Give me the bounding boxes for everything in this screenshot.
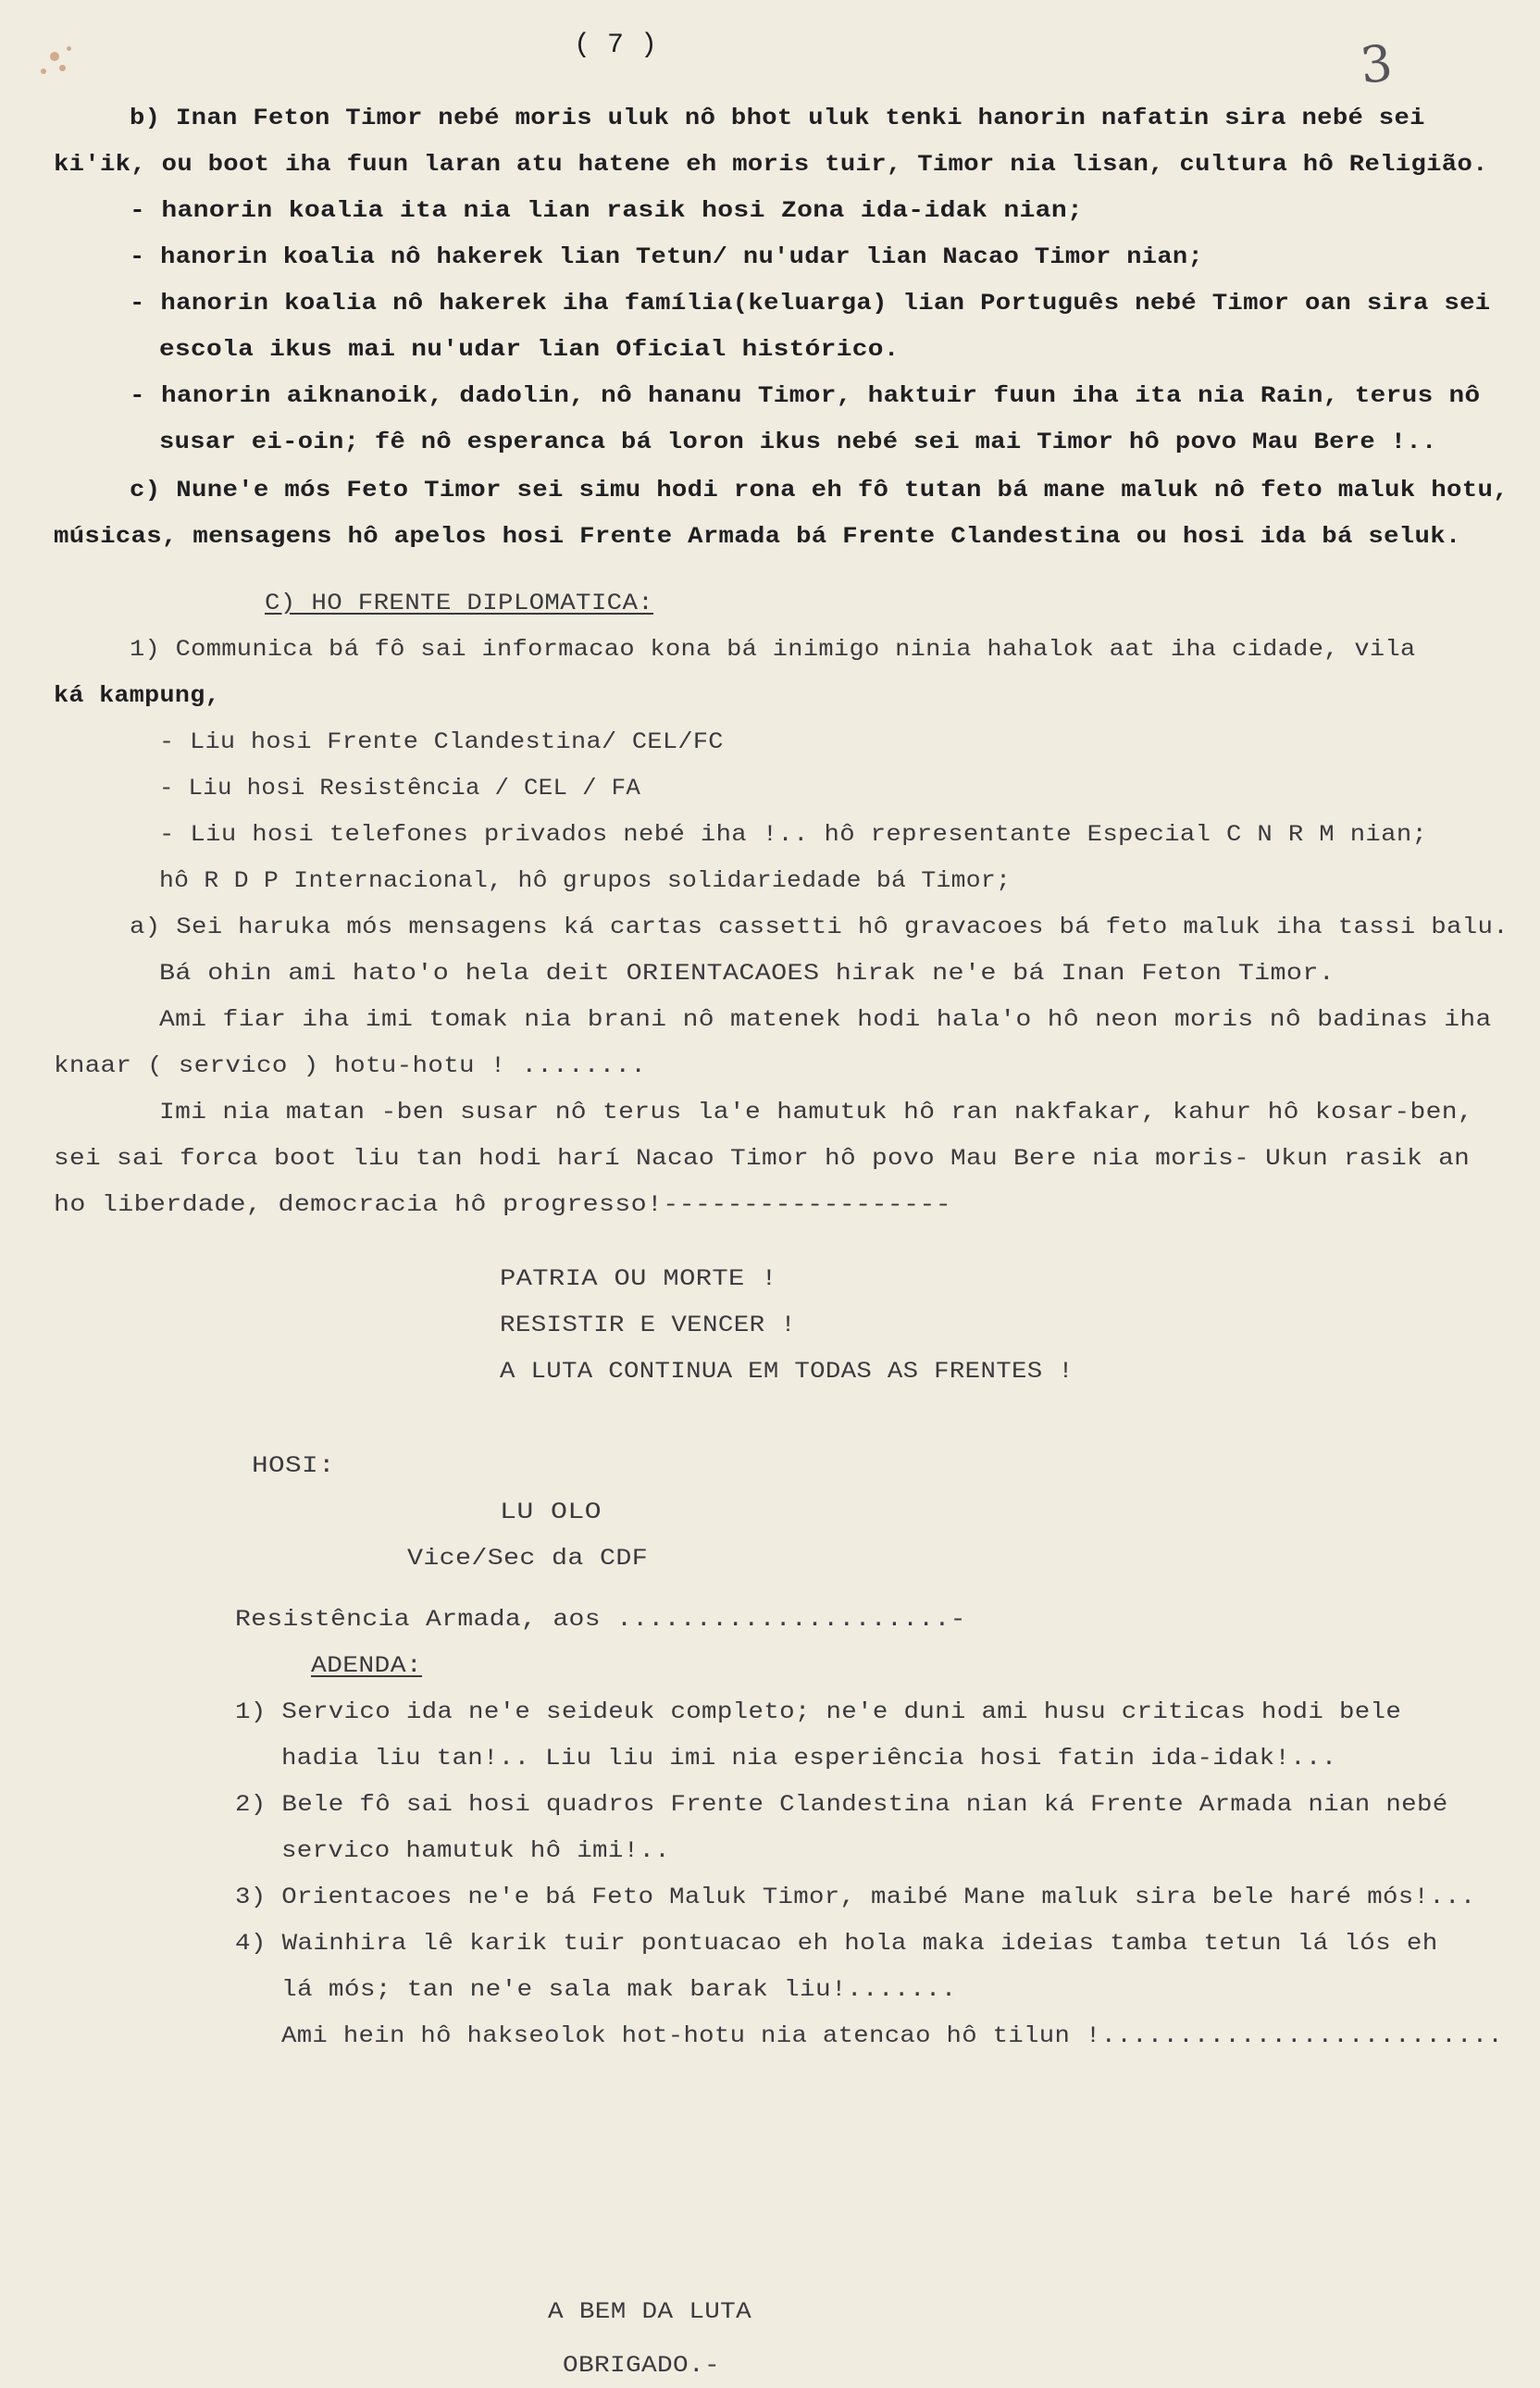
handwritten-page-mark: 3 bbox=[1357, 33, 1396, 95]
text-line: - hanorin koalia nô hakerek lian Tetun/ nu'udar lian Nacao Timor nian; bbox=[130, 243, 1204, 270]
text-line: 1) Communica bá fô sai informacao kona bá inimigo ninia hahalok aat iha cidade, vila bbox=[130, 636, 1416, 663]
text-line: - Liu hosi Resistência / CEL / FA bbox=[159, 775, 641, 802]
text-line: Ami fiar iha imi tomak nia brani nô matenek hodi hala'o hô neon moris nô badinas iha bbox=[159, 1006, 1492, 1033]
text-line: A LUTA CONTINUA EM TODAS AS FRENTES ! bbox=[500, 1358, 1074, 1385]
text-line: sei sai forca boot liu tan hodi harí Nacao Timor hô povo Mau Bere nia moris- Ukun rasik an bbox=[54, 1145, 1471, 1172]
text-line: 1) Servico ida ne'e seideuk completo; ne'e duni ami husu criticas hodi bele bbox=[235, 1698, 1402, 1725]
ink-stain bbox=[67, 46, 71, 51]
text-line: lá mós; tan ne'e sala mak barak liu!....... bbox=[281, 1976, 957, 2003]
text-line: hô R D P Internacional, hô grupos solidariedade bá Timor; bbox=[159, 867, 1012, 894]
text-line: Bá ohin ami hato'o hela deit ORIENTACAOES hirak ne'e bá Inan Feton Timor. bbox=[159, 960, 1335, 987]
text-line: servico hamutuk hô imi!.. bbox=[281, 1837, 671, 1864]
ink-stain bbox=[50, 52, 59, 61]
text-line: c) Nune'e mós Feto Timor sei simu hodi rona eh fô tutan bá mane maluk nô feto maluk hotu, bbox=[130, 477, 1509, 504]
text-line: knaar ( servico ) hotu-hotu ! ........ bbox=[54, 1052, 647, 1079]
text-line: ho liberdade, democracia hô progresso!------------------ bbox=[54, 1191, 952, 1218]
text-line: escola ikus mai nu'udar lian Oficial histórico. bbox=[159, 336, 900, 363]
page-number: ( 7 ) bbox=[574, 30, 658, 61]
text-line: músicas, mensagens hô apelos hosi Frente Armada bá Frente Clandestina ou hosi ida bá seluk. bbox=[54, 523, 1461, 550]
text-line: susar ei-oin; fê nô esperanca bá loron ikus nebé sei mai Timor hô povo Mau Bere !.. bbox=[159, 429, 1437, 455]
text-line: ADENDA: bbox=[311, 1652, 422, 1679]
text-line: OBRIGADO.- bbox=[563, 2352, 721, 2379]
text-line: - Liu hosi Frente Clandestina/ CEL/FC bbox=[159, 728, 724, 755]
text-line: Ami hein hô hakseolok hot-hotu nia atencao hô tilun !.......................... bbox=[281, 2022, 1504, 2049]
text-line: - hanorin koalia ita nia lian rasik hosi Zona ida-idak nian; bbox=[130, 197, 1084, 224]
text-line: 3) Orientacoes ne'e bá Feto Maluk Timor, maibé Mane maluk sira bele haré mós!... bbox=[235, 1884, 1476, 1910]
text-line: ká kampung, bbox=[54, 682, 220, 709]
text-line: A BEM DA LUTA bbox=[548, 2298, 752, 2325]
text-line: RESISTIR E VENCER ! bbox=[500, 1312, 797, 1338]
text-line: b) Inan Feton Timor nebé moris uluk nô bhot uluk tenki hanorin nafatin sira nebé sei bbox=[130, 105, 1425, 131]
ink-stain bbox=[59, 65, 66, 71]
text-line: C) HO FRENTE DIPLOMATICA: bbox=[265, 590, 654, 616]
text-line: Imi nia matan -ben susar nô terus la'e hamutuk hô ran nakfakar, kahur hô kosar-ben, bbox=[159, 1099, 1473, 1126]
text-line: Resistência Armada, aos .....................- bbox=[235, 1606, 966, 1633]
text-line: 2) Bele fô sai hosi quadros Frente Clandestina nian ká Frente Armada nian nebé bbox=[235, 1791, 1448, 1818]
text-line: hadia liu tan!.. Liu liu imi nia esperiência hosi fatin ida-idak!... bbox=[281, 1745, 1337, 1772]
text-line: Vice/Sec da CDF bbox=[407, 1545, 649, 1572]
text-line: - hanorin koalia nô hakerek iha família(keluarga) lian Português nebé Timor oan sira sei bbox=[130, 290, 1491, 317]
ink-stain bbox=[41, 68, 46, 74]
text-line: - hanorin aiknanoik, dadolin, nô hananu Timor, haktuir fuun iha ita nia Rain, terus nô bbox=[130, 382, 1481, 409]
text-line: ki'ik, ou boot iha fuun laran atu hatene eh moris tuir, Timor nia lisan, cultura hô Religião. bbox=[54, 151, 1488, 178]
text-line: PATRIA OU MORTE ! bbox=[500, 1265, 777, 1292]
text-line: HOSI: bbox=[252, 1452, 335, 1479]
text-line: - Liu hosi telefones privados nebé iha !.. hô representante Especial C N R M nian; bbox=[159, 821, 1428, 848]
text-line: LU OLO bbox=[500, 1499, 602, 1525]
text-line: a) Sei haruka mós mensagens ká cartas cassetti hô gravacoes bá feto maluk iha tassi balu. bbox=[130, 914, 1509, 940]
text-line: 4) Wainhira lê karik tuir pontuacao eh hola maka ideias tamba tetun lá lós eh bbox=[235, 1930, 1438, 1957]
